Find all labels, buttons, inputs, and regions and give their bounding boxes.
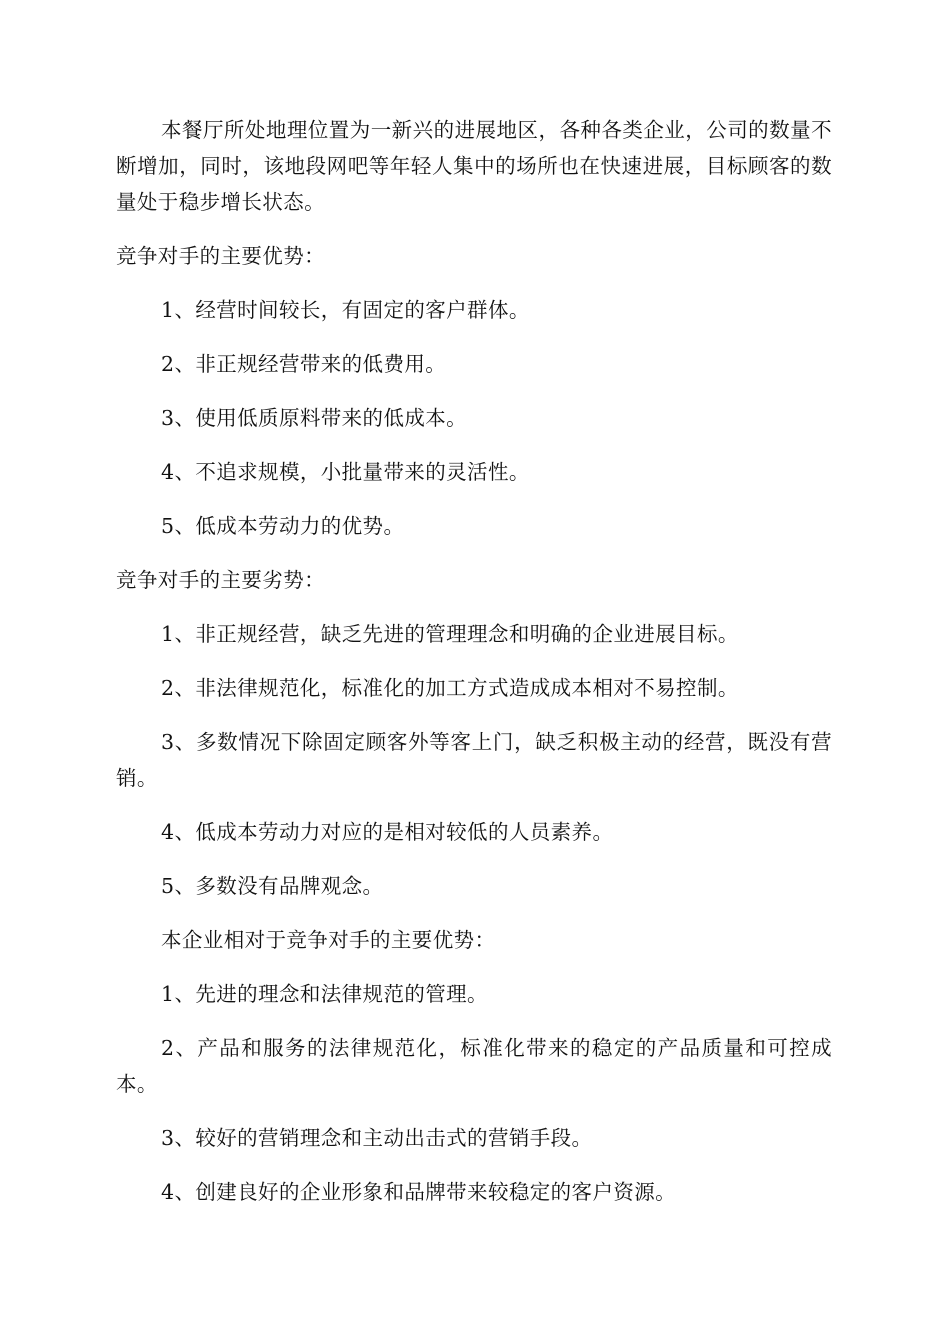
strength-item-3: 3、使用低质原料带来的低成本。 [161,406,468,430]
strength-item-4: 4、不追求规模，小批量带来的灵活性。 [161,460,530,484]
advantage-item-3: 3、较好的营销理念和主动出击式的营销手段。 [161,1126,593,1150]
weakness-item-1: 1、非正规经营，缺乏先进的管理理念和明确的企业进展目标。 [161,622,739,646]
strength-item-1: 1、经营时间较长，有固定的客户群体。 [161,298,530,322]
weakness-item-2: 2、非法律规范化，标准化的加工方式造成成本相对不易控制。 [161,676,739,700]
advantage-item-4: 4、创建良好的企业形象和品牌带来较稳定的客户资源。 [161,1180,677,1204]
weakness-item-5: 5、多数没有品牌观念。 [161,874,384,898]
weakness-item-4: 4、低成本劳动力对应的是相对较低的人员素养。 [161,820,614,844]
strength-item-2: 2、非正规经营带来的低费用。 [161,352,447,376]
strength-item-5: 5、低成本劳动力的优势。 [161,514,405,538]
competitor-weaknesses-heading: 竞争对手的主要劣势： [116,568,325,592]
document-body [116,112,832,1228]
competitor-strengths-heading: 竞争对手的主要优势： [116,244,325,268]
intro-paragraph: 本餐厅所处地理位置为一新兴的进展地区，各种各类企业，公司的数量不断增加，同时，该地段网吧等年轻人集中的场所也在快速进展，目标顾客的数量处于稳步增长状态。 [116,118,832,214]
weakness-item-3: 3、多数情况下除固定顾客外等客上门，缺乏积极主动的经营，既没有营销。 [116,730,832,790]
advantage-item-2: 2、产品和服务的法律规范化，标准化带来的稳定的产品质量和可控成本。 [116,1036,832,1096]
advantage-item-1: 1、先进的理念和法律规范的管理。 [161,982,488,1006]
own-advantages-heading: 本企业相对于竞争对手的主要优势： [161,928,496,952]
